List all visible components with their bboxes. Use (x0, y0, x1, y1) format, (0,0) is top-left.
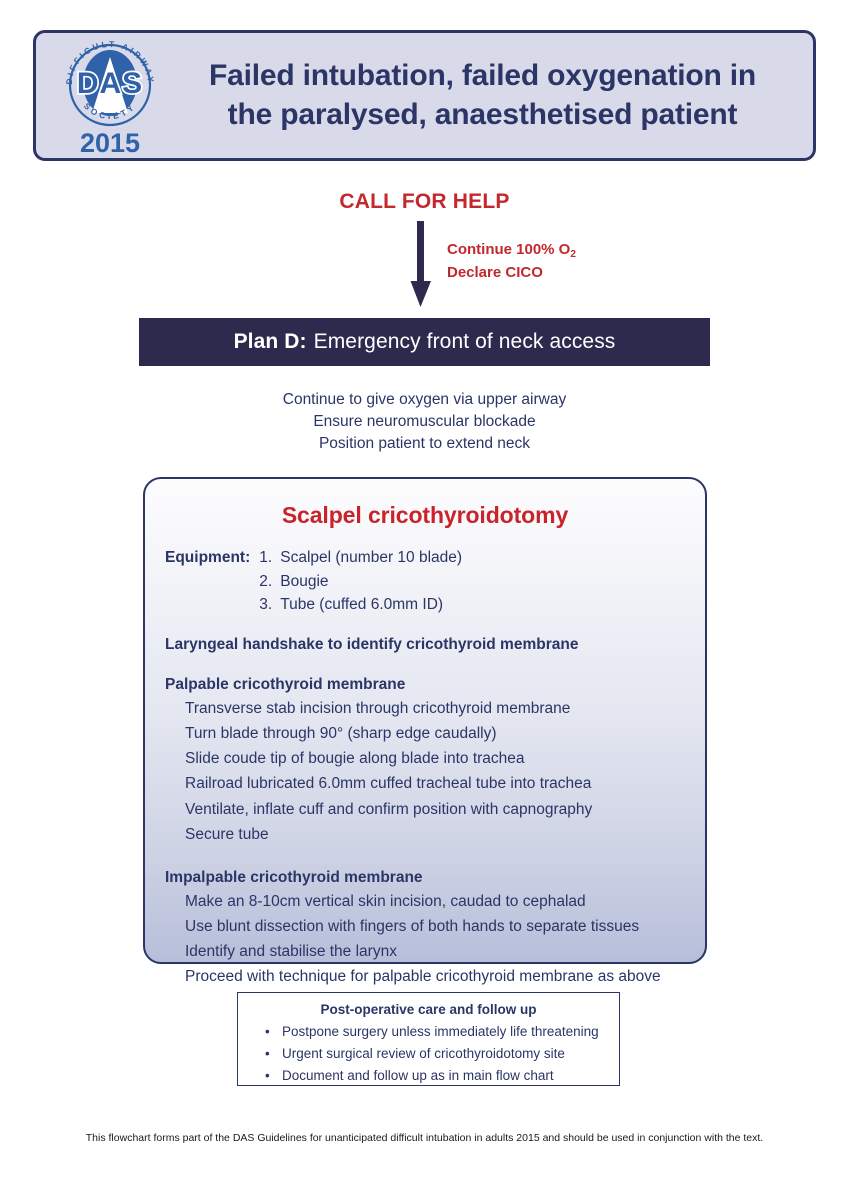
impalpable-membrane-heading: Impalpable cricothyroid membrane (165, 868, 423, 886)
laryngeal-handshake-heading: Laryngeal handshake to identify cricothyroid membrane (165, 636, 579, 654)
post-operative-item-text: Document and follow up as in main flow chart (282, 1067, 554, 1083)
post-operative-care-box (237, 992, 620, 1086)
equipment-block (145, 546, 705, 617)
das-society-logo (44, 33, 176, 159)
equipment-list (259, 546, 462, 617)
equipment-item-text: Scalpel (number 10 blade) (280, 549, 463, 566)
bullet-icon: • (265, 1045, 270, 1061)
equipment-item-number: 2. (259, 572, 273, 590)
palpable-membrane-heading: Palpable cricothyroid membrane (165, 676, 406, 694)
svg-text:DAS: DAS (76, 66, 144, 100)
continue-oxygen-note (447, 238, 576, 285)
equipment-item-number: 3. (259, 596, 273, 614)
page-title (176, 57, 813, 133)
list-item: Railroad lubricated 6.0mm cuffed tracheal tube into trachea (185, 775, 592, 793)
list-item (265, 1065, 619, 1087)
page-title-line-1: Failed intubation, failed oxygenation in (208, 59, 757, 93)
instruction-line: Continue to give oxygen via upper airway (282, 391, 567, 408)
list-item: Make an 8-10cm vertical skin incision, caudad to cephalad (185, 892, 586, 910)
equipment-item-number: 1. (259, 549, 273, 566)
continue-oxygen-line (447, 238, 576, 261)
header-banner (33, 30, 816, 161)
scalpel-cricothyroidotomy-panel (143, 477, 707, 986)
bullet-icon: • (265, 1024, 270, 1039)
panel-title: Scalpel cricothyroidotomy (281, 502, 569, 528)
post-operative-care-list (238, 1021, 619, 1087)
list-item: Ventilate, inflate cuff and confirm position with capnography (185, 800, 593, 818)
svg-text:DIFFICULT AIRWAY: DIFFICULT AIRWAY (63, 38, 157, 85)
equipment-item-text: Bougie (280, 572, 329, 590)
instruction-line: Position patient to extend neck (318, 435, 531, 452)
plan-d-instructions (0, 389, 849, 455)
list-item (265, 1043, 619, 1065)
list-item: Secure tube (185, 825, 269, 843)
list-item: Identify and stabilise the larynx (185, 942, 397, 960)
equipment-item-text: Tube (cuffed 6.0mm ID) (280, 596, 444, 614)
plan-d-bar (139, 318, 710, 366)
post-operative-item-text: Urgent surgical review of cricothyroidotomy site (282, 1045, 565, 1061)
continue-oxygen-text: Continue 100% O (447, 241, 571, 258)
equipment-label: Equipment: (165, 549, 251, 566)
instruction-line: Ensure neuromuscular blockade (313, 413, 536, 430)
list-item: Slide coude tip of bougie along blade into trachea (185, 750, 525, 768)
list-item: Use blunt dissection with fingers of both hands to separate tissues (185, 917, 640, 935)
logo-year: 2015 (79, 127, 141, 158)
call-for-help-label: CALL FOR HELP (339, 190, 510, 213)
plan-d-text: Emergency front of neck access (313, 330, 616, 353)
das-logo-mark (58, 35, 162, 129)
declare-cico-line: Declare CICO (447, 264, 543, 282)
svg-text:SOCIETY: SOCIETY (81, 100, 139, 121)
bullet-icon: • (265, 1067, 270, 1083)
plan-d-label: Plan D: (233, 330, 307, 353)
footer-note: This flowchart forms part of the DAS Guidelines for unanticipated difficult intubation in adults 2015 and should be used in conjunction with the text. (85, 1132, 764, 1144)
list-item: Proceed with technique for palpable cricothyroid membrane as above (185, 968, 661, 986)
post-operative-care-title: Post-operative care and follow up (320, 1002, 537, 1017)
post-operative-item-text: Postpone surgery unless immediately life threatening (282, 1024, 599, 1039)
down-arrow-icon (407, 221, 435, 307)
page-title-line-2: the paralysed, anaesthetised patient (227, 97, 738, 131)
list-item (259, 570, 462, 594)
list-item: Turn blade through 90° (sharp edge caudally) (185, 725, 497, 743)
oxygen-subscript: 2 (570, 249, 576, 260)
impalpable-membrane-steps (145, 889, 705, 989)
list-item (259, 593, 462, 617)
palpable-membrane-steps (145, 696, 705, 847)
list-item: Transverse stab incision through cricothyroid membrane (185, 700, 571, 718)
list-item (265, 1021, 619, 1043)
list-item (259, 546, 462, 570)
